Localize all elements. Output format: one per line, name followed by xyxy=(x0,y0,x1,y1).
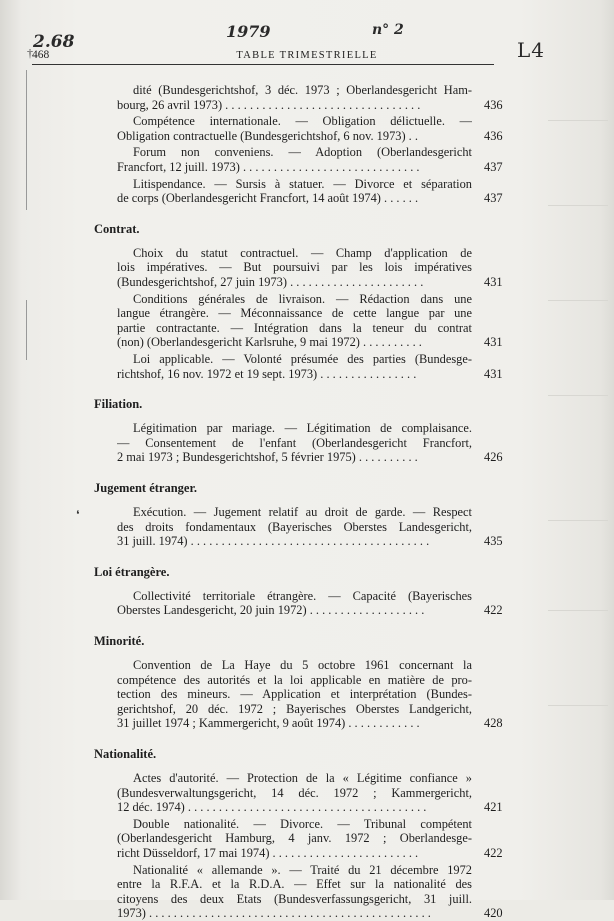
index-entry xyxy=(117,863,472,921)
section-heading: Minorité. xyxy=(94,634,145,648)
page-reference: 437 xyxy=(484,191,503,206)
entry-line: richt Düsseldorf, 17 mai 1974) . . . . . . . . . . . . . . . . . . . . . . . . xyxy=(117,845,419,860)
entry-line: Actes d'autorité. — Protection de la « Légitime confiance » xyxy=(133,771,472,785)
index-entry xyxy=(117,658,472,731)
entry-line: Légitimation par mariage. — Légitimation de complaisance. xyxy=(133,421,472,436)
handwritten-note-year: 1979 xyxy=(226,22,271,41)
index-entry xyxy=(117,505,472,549)
entry-line: Convention de La Haye du 5 octobre 1961 concernant la xyxy=(133,658,472,672)
index-entry xyxy=(117,145,472,174)
entry-line: dité (Bundesgerichtshof, 3 déc. 1973 ; Oberlandesgericht Ham- xyxy=(133,83,472,97)
entry-line: Loi applicable. — Volonté présumée des parties (Bundesge- xyxy=(133,352,472,366)
entry-line: langue étrangère. — Méconnaissance de cette langue par une xyxy=(117,306,472,321)
entry-line: 31 juill. 1974) . . . . . . . . . . . . . . . . . . . . . . . . . . . . . . . . . . . . . . . xyxy=(117,534,430,549)
index-entry xyxy=(117,177,472,206)
entry-line: richtshof, 16 nov. 1972 et 19 sept. 1973) . . . . . . . . . . . . . . . . xyxy=(117,366,417,381)
entry-line: compétence des autorités et la loi applicable en matière de pro- xyxy=(117,672,472,687)
entry-line: de corps (Oberlandesgericht Francfort, 14 août 1974) . . . . . . xyxy=(117,191,419,206)
bleed-through-line xyxy=(548,300,608,301)
entry-line: lois impératives. — But poursuivi par les lois impératives xyxy=(117,260,472,275)
entry-line: gerichtshof, 20 déc. 1972 ; Bayerisches Oberstes Landgericht, xyxy=(117,701,472,716)
section-heading: Contrat. xyxy=(94,221,140,236)
entry-line: Collectivité territoriale étrangère. — Capacité (Bayerisches xyxy=(133,588,472,603)
index-entry xyxy=(117,114,472,143)
page-reference: 437 xyxy=(484,160,503,174)
entry-line: Obligation contractuelle (Bundesgerichtshof, 6 nov. 1973) . . xyxy=(117,128,418,143)
page-reference: 435 xyxy=(484,534,503,549)
entry-line: 1973) . . . . . . . . . . . . . . . . . . . . . . . . . . . . . . . . . . . . . . . . . . . . . . xyxy=(117,906,431,921)
index-entry xyxy=(117,421,472,465)
entry-line: Compétence internationale. — Obligation délictuelle. — xyxy=(133,114,472,129)
page-reference: 436 xyxy=(484,97,503,112)
entry-line: bourg, 26 avril 1973) . . . . . . . . . . . . . . . . . . . . . . . . . . . . . . . . xyxy=(117,97,421,112)
bleed-through-line xyxy=(548,205,608,206)
entry-line: Nationalité « allemande ». — Traité du 21 décembre 1972 xyxy=(133,862,472,877)
bleed-through-line xyxy=(548,520,608,521)
page-reference: 428 xyxy=(484,716,503,731)
entry-line: 31 juillet 1974 ; Kammergericht, 9 août 1974) . . . . . . . . . . . . xyxy=(117,716,420,731)
entry-line: Litispendance. — Sursis à statuer. — Divorce et séparation xyxy=(133,176,472,191)
entry-line: Forum non conveniens. — Adoption (Oberlandesgericht xyxy=(133,145,472,160)
section-heading: Jugement étranger. xyxy=(94,481,197,495)
page-reference: 431 xyxy=(484,275,503,289)
index-entry xyxy=(117,83,472,112)
entry-line: (non) (Oberlandesgericht Karlsruhe, 9 mai 1972) . . . . . . . . . . xyxy=(117,335,422,350)
entry-line: Double nationalité. — Divorce. — Tribunal compétent xyxy=(133,816,472,831)
bleed-through-line xyxy=(548,610,608,611)
margin-tick-mark: † xyxy=(27,46,33,60)
entry-line: citoyens des deux Etats (Bundesverfassungsgericht, 31 juill. xyxy=(117,891,472,906)
page-reference: 431 xyxy=(484,335,503,350)
handwritten-note-issue: n° 2 xyxy=(372,22,404,38)
index-entry xyxy=(117,292,472,350)
handwritten-note-top-right: L4 xyxy=(517,38,546,62)
index-entry xyxy=(117,817,472,861)
handwritten-note-top-left: 2.68 xyxy=(33,32,75,52)
index-entry xyxy=(117,246,472,290)
entry-line: Francfort, 12 juill. 1973) . . . . . . . . . . . . . . . . . . . . . . . . . . . . . xyxy=(117,159,420,174)
section-heading: Filiation. xyxy=(94,397,143,412)
entry-line: (Bundesverwaltungsgericht, 14 déc. 1972 ; Kammergericht, xyxy=(117,785,472,800)
entry-line: Oberstes Landesgericht, 20 juin 1972) . . . . . . . . . . . . . . . . . . . xyxy=(117,603,425,618)
page-reference: 421 xyxy=(484,800,503,815)
margin-pencil-line xyxy=(26,70,27,210)
margin-pencil-mark: ❛ xyxy=(76,509,80,521)
entry-line: 2 mai 1973 ; Bundesgerichtshof, 5 février 1975) . . . . . . . . . . xyxy=(117,450,418,465)
page-reference: 436 xyxy=(484,128,503,143)
section-heading: Nationalité. xyxy=(94,747,157,761)
entry-line: Exécution. — Jugement relatif au droit de garde. — Respect xyxy=(133,505,472,519)
bleed-through-line xyxy=(548,395,608,396)
entry-line: entre la R.F.A. et la R.D.A. — Effet sur la nationalité des xyxy=(117,877,472,892)
entry-line: (Oberlandesgericht Hamburg, 4 janv. 1972 ; Oberlandesge- xyxy=(117,831,472,846)
entry-line: des droits fondamentaux (Bayerisches Oberstes Landesgericht, xyxy=(117,519,472,534)
running-title: TABLE TRIMESTRIELLE xyxy=(236,50,378,61)
index-entry xyxy=(117,352,472,381)
margin-pencil-line xyxy=(26,300,27,360)
index-entry xyxy=(117,589,472,618)
page-reference: 420 xyxy=(484,906,503,921)
entry-line: 12 déc. 1974) . . . . . . . . . . . . . . . . . . . . . . . . . . . . . . . . . . . . . . . xyxy=(117,800,427,815)
bleed-through-line xyxy=(548,120,608,121)
entry-line: — Consentement de l'enfant (Oberlandesgericht Francfort, xyxy=(117,435,472,450)
entry-line: Conditions générales de livraison. — Rédaction dans une xyxy=(133,291,472,306)
page-number: 468 xyxy=(32,49,50,61)
section-heading: Loi étrangère. xyxy=(94,564,170,579)
page-reference: 431 xyxy=(484,366,503,381)
entry-line: partie contractante. — Intégration dans la teneur du contrat xyxy=(117,320,472,335)
entry-line: (Bundesgerichtshof, 27 juin 1973) . . . . . . . . . . . . . . . . . . . . . . xyxy=(117,274,424,289)
page-reference: 422 xyxy=(484,846,503,860)
page-reference: 422 xyxy=(484,603,503,618)
bleed-through-line xyxy=(548,705,608,706)
entry-line: tection des mineurs. — Application et interprétation (Bundes- xyxy=(117,687,472,702)
header-rule xyxy=(32,64,494,65)
index-entry xyxy=(117,771,472,815)
page-reference: 426 xyxy=(484,450,503,465)
entry-line: Choix du statut contractuel. — Champ d'application de xyxy=(133,245,472,260)
